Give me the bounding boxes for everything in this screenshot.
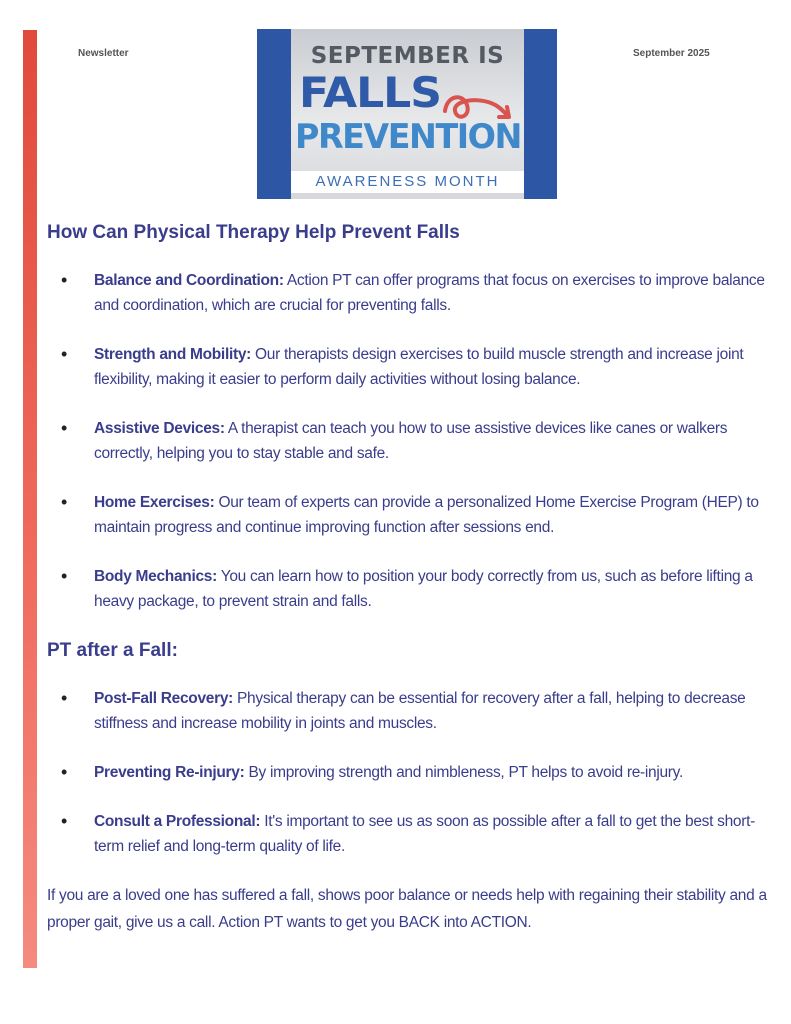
banner-line-1: SEPTEMBER IS [310,43,505,69]
list-item [47,564,777,614]
item-text: It's important to see us as soon as possible after a fall to get the best short-term relief and long-term quality of life. [94,813,755,855]
list-item [47,490,777,540]
accent-sidebar-bar [23,30,37,968]
item-label: Assistive Devices: [94,420,225,437]
item-text: You can learn how to position your body correctly from us, such as before lifting a heavy package, to prevent strain and falls. [94,568,753,610]
banner-panel [291,29,524,199]
list-item [47,342,777,392]
item-label: Consult a Professional: [94,813,261,830]
list-item [47,760,777,785]
banner-line-4: AWARENESS MONTH [291,171,524,193]
bullet-icon: • [61,270,68,290]
prevent-falls-list [47,268,777,614]
bullet-icon: • [61,418,68,438]
item-label: Strength and Mobility: [94,346,251,363]
list-item [47,809,777,859]
item-text: Physical therapy can be essential for recovery after a fall, helping to decrease stiffness and increase mobility in joints and muscles. [94,690,746,732]
bullet-icon: • [61,344,68,364]
list-item [47,268,777,318]
item-label: Preventing Re-injury: [94,764,245,781]
awareness-banner [257,29,557,199]
bullet-icon: • [61,688,68,708]
bullet-icon: • [61,811,68,831]
item-label: Post-Fall Recovery: [94,690,234,707]
item-label: Body Mechanics: [94,568,217,585]
bullet-icon: • [61,566,68,586]
banner-line-3: PREVENTION [295,117,521,157]
list-item [47,416,777,466]
newsletter-label: Newsletter [78,48,129,59]
section-title-prevent-falls: How Can Physical Therapy Help Prevent Falls [47,222,460,243]
closing-paragraph: If you are a loved one has suffered a fall, shows poor balance or needs help with regaining their stability and a proper gait, give us a call. Action PT wants to get you BACK into ACTION. [47,887,767,931]
list-item [47,686,777,736]
item-text: By improving strength and nimbleness, PT helps to avoid re-injury. [244,764,683,781]
date-label: September 2025 [633,48,710,59]
after-fall-list [47,686,777,859]
banner-line-2: FALLS [299,68,441,117]
item-label: Home Exercises: [94,494,215,511]
bullet-icon: • [61,762,68,782]
item-text: Our team of experts can provide a personalized Home Exercise Program (HEP) to maintain progress and continue improving function after sessions end. [94,494,759,536]
bullet-icon: • [61,492,68,512]
item-text: Our therapists design exercises to build muscle strength and increase joint flexibility, making it easier to perform daily activities without losing balance. [94,346,744,388]
item-text: A therapist can teach you how to use assistive devices like canes or walkers correctly, helping you to stay stable and safe. [94,420,728,462]
section-title-after-fall: PT after a Fall: [47,640,178,661]
item-text: Action PT can offer programs that focus on exercises to improve balance and coordination, which are crucial for preventing falls. [94,272,765,314]
item-label: Balance and Coordination: [94,272,284,289]
